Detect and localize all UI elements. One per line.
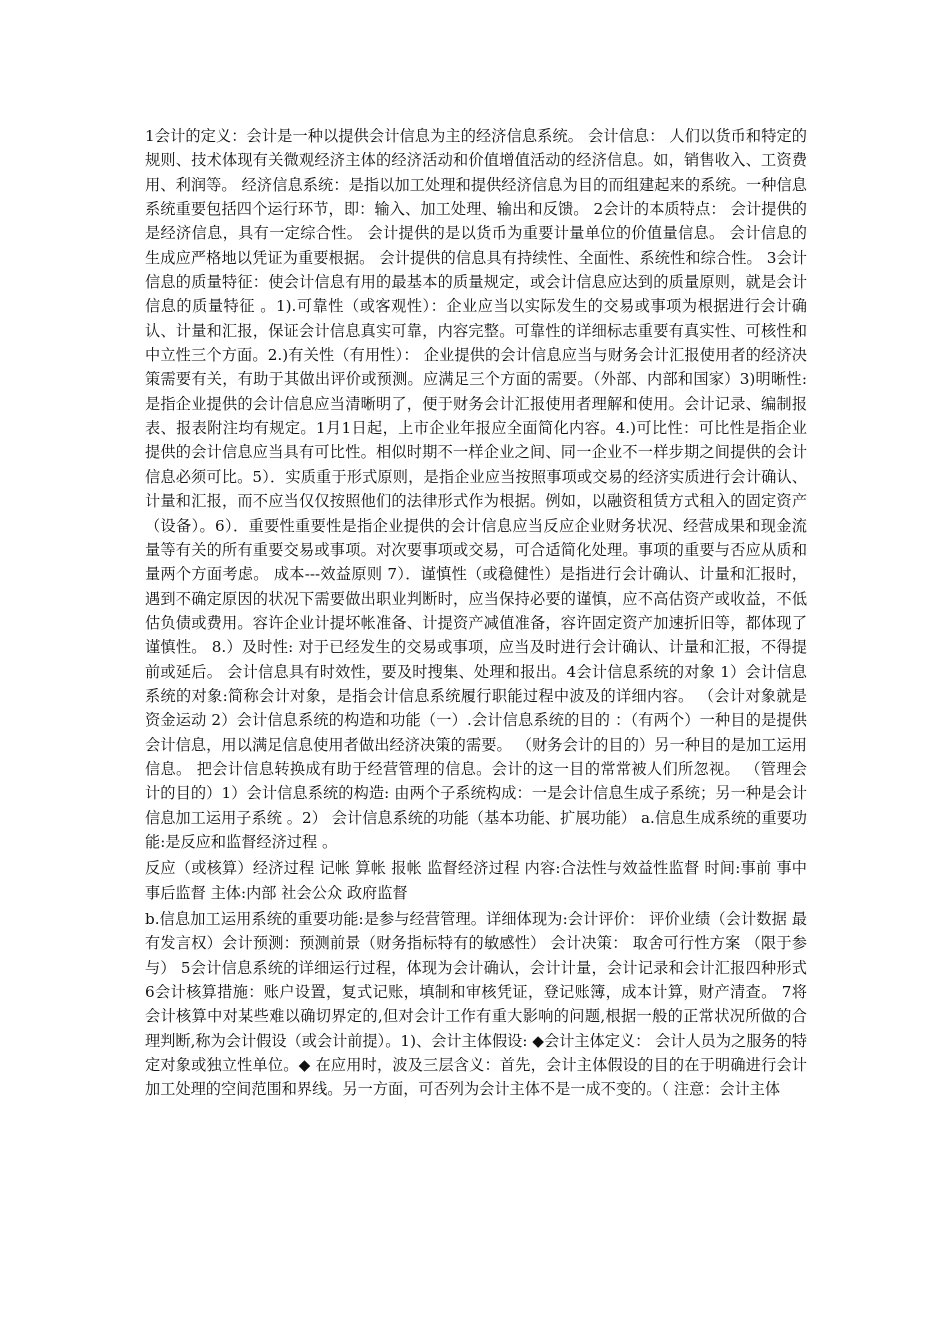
paragraph-2: 反应（或核算）经济过程 记帐 算帐 报帐 监督经济过程 内容:合法性与效益性监督 时间:事前 事中 事后监督 主体:内部 社会公众 政府监督 [145, 859, 807, 902]
paragraph-3: b.信息加工运用系统的重要功能:是参与经营管理。详细体现为:会计评价： 评价业绩（会计数据 最有发言权）会计预测：预测前景（财务指标特有的敏感性） 会计决策： 取舍可行性方案 （限于参与） 5会计信息系统的详细运行过程，体现为会计确认，会计计量，会计记录和会计汇报四种形式 6会计核算措施：账户设置，复式记账，填制和审核凭证，登记账簿，成本计算，财产清查。 7将会计核算中对某些难以确切界定的,但对会计工作有重大影响的问题,根据一般的正常状况所做的合理判断,称为会计假设（或会计前提）。1)、会计主体假设: ◆会计主体定义： 会计人员为之服务的特定对象或独立性单位。◆ 在应用时，波及三层含义：首先，会计主体假设的目的在于明确进行会计加工处理的空间范围和界线。另一方面，可否列为会计主体不是一成不变的。（ 注意：会计主体 [145, 910, 807, 1099]
paragraph-1: 1会计的定义：会计是一种以提供会计信息为主的经济信息系统。 会计信息： 人们以货币和特定的规则、技术体现有关微观经济主体的经济活动和价值增值活动的经济信息。如，销售收入、工资费用、利润等。 经济信息系统：是指以加工处理和提供经济信息为目的而组建起来的系统。一种信息系统重要包括四个运行环节，即：输入、加工处理、输出和反馈。 2会计的本质特点： 会计提供的是经济信息，具有一定综合性。 会计提供的是以货币为重要计量单位的价值量信息。 会计信息的生成应严格地以凭证为重要根据。 会计提供的信息具有持续性、全面性、系统性和综合性。 3会计信息的质量特征：使会计信息有用的最基本的质量规定，或会计信息应达到的质量原则，就是会计信息的质量特征 。1).可靠性（或客观性）：企业应当以实际发生的交易或事项为根据进行会计确认、计量和汇报，保证会计信息真实可靠，内容完整。可靠性的详细标志重要有真实性、可核性和中立性三个方面。2.)有关性（有用性）： 企业提供的会计信息应当与财务会计汇报使用者的经济决策需要有关，有助于其做出评价或预测。应满足三个方面的需要。（外部、内部和国家）3)明晰性:是指企业提供的会计信息应当清晰明了，便于财务会计汇报使用者理解和使用。会计记录、编制报表、报表附注均有规定。1月1日起，上市企业年报应全面简化内容。4.)可比性：可比性是指企业提供的会计信息应当具有可比性。相似时期不一样企业之间、同一企业不一样步期之间提供的会计信息必须可比。5）．实质重于形式原则，是指企业应当按照事项或交易的经济实质进行会计确认、计量和汇报，而不应当仅仅按照他们的法律形式作为根据。例如，以融资租赁方式租入的固定资产（设备）。6）．重要性重要性是指企业提供的会计信息应当反应企业财务状况、经营成果和现金流量等有关的所有重要交易或事项。对次要事项或交易，可合适简化处理。事项的重要与否应从质和量两个方面考虑。 成本---效益原则 7）．谨慎性（或稳健性）是指进行会计确认、计量和汇报时，遇到不确定原因的状况下需要做出职业判断时，应当保持必要的谨慎，应不高估资产或收益，不低估负债或费用。容许企业计提坏帐准备、计提资产减值准备，容许固定资产加速折旧等，都体现了谨慎性。 8.）及时性: 对于已经发生的交易或事项，应当及时进行会计确认、计量和汇报，不得提前或延后。 会计信息具有时效性，要及时搜集、处理和报出。4会计信息系统的对象 1）会计信息系统的对象:简称会计对象，是指会计信息系统履行职能过程中波及的详细内容。 （会计对象就是资金运动 2）会计信息系统的构造和功能（一）.会计信息系统的目的 ：（有两个）一种目的是提供会计信息，用以满足信息使用者做出经济决策的需要。 （财务会计的目的）另一种目的是加工运用信息。 把会计信息转换成有助于经营管理的信息。会计的这一目的常常被人们所忽视。 （管理会计的目的）1）会计信息系统的构造: 由两个子系统构成：一是会计信息生成子系统；另一种是会计信息加工运用子系统 。2） 会计信息系统的功能（基本功能、扩展功能） a.信息生成系统的重要功能:是反应和监督经济过程 。 [145, 127, 807, 851]
document-body [145, 124, 807, 1104]
